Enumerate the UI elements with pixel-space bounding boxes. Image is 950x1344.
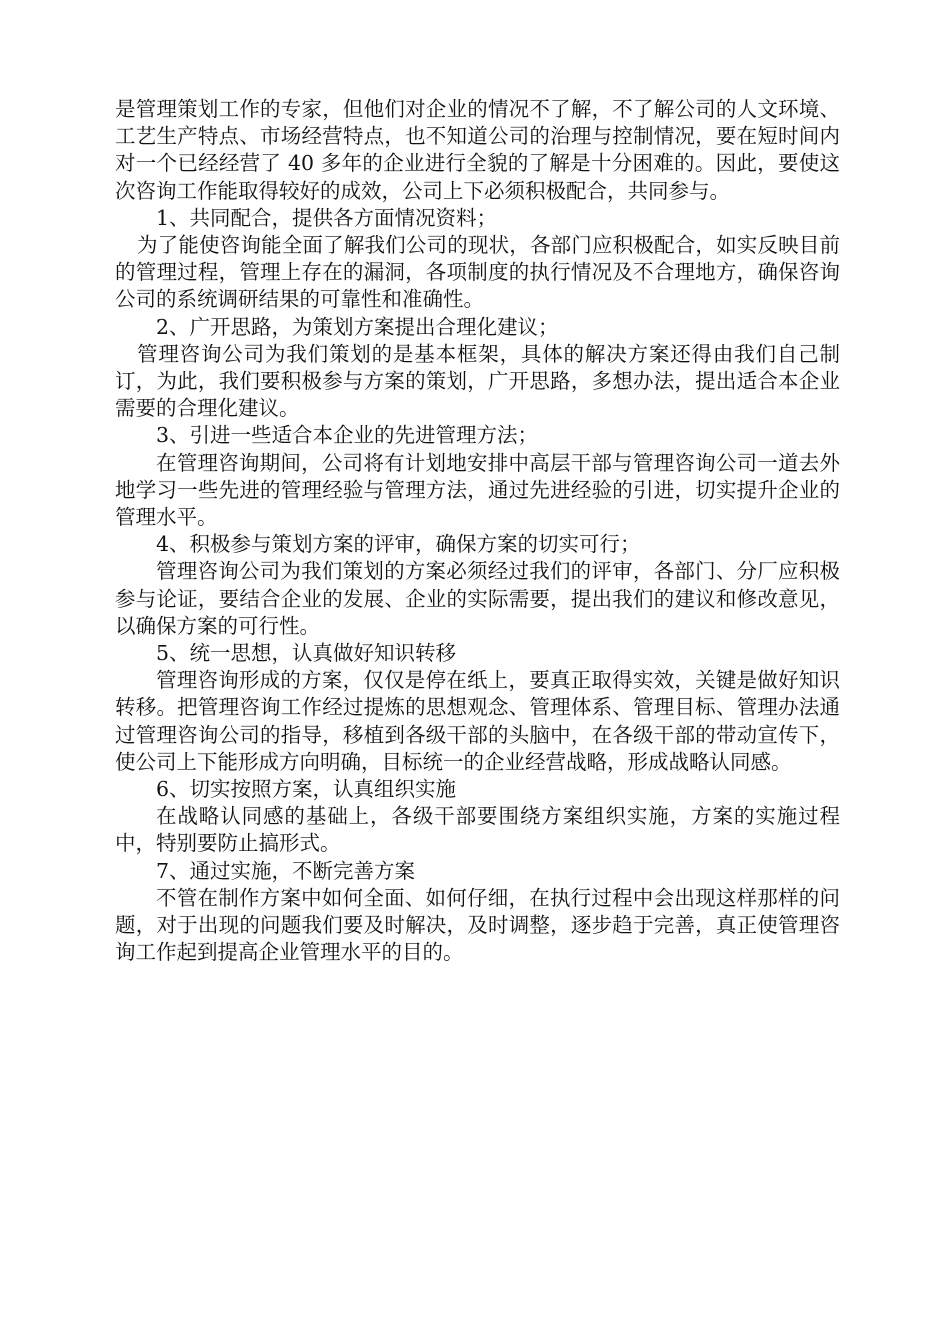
paragraph-2: 管理咨询公司为我们策划的是基本框架，具体的解决方案还得由我们自己制订，为此，我们要积极参与方案的策划，广开思路，多想办法，提出适合本企业需要的合理化建议。	[115, 341, 840, 421]
paragraph-3: 在管理咨询期间，公司将有计划地安排中高层干部与管理咨询公司一道去外地学习一些先进的管理经验与管理方法，通过先进经验的引进，切实提升企业的管理水平。	[115, 450, 840, 530]
paragraph-4: 管理咨询公司为我们策划的方案必须经过我们的评审，各部门、分厂应积极参与论证，要结合企业的发展、企业的实际需要，提出我们的建议和修改意见，以确保方案的可行性。	[115, 559, 840, 638]
paragraph-intro: 是管理策划工作的专家，但他们对企业的情况不了解，不了解公司的人文环境、工艺生产特点、市场经营特点，也不知道公司的治理与控制情况，要在短时间内对一个已经经营了 40 多年的企业进行全貌的了解是十分困难的。因此，要使这次咨询工作能取得较好的成效，公司上下必须积极配合，共同参与。	[115, 97, 840, 203]
section-heading-2: 2、广开思路，为策划方案提出合理化建议；	[156, 314, 559, 339]
document-body	[115, 96, 840, 967]
paragraph-6: 在战略认同感的基础上，各级干部要围绕方案组织实施，方案的实施过程中，特别要防止搞形式。	[115, 804, 840, 856]
section-heading-3: 3、引进一些适合本企业的先进管理方法；	[156, 423, 539, 448]
section-heading-5: 5、统一思想，认真做好知识转移	[156, 641, 457, 666]
section-heading-4: 4、积极参与策划方案的评审，确保方案的切实可行；	[156, 532, 641, 557]
section-heading-1: 1、共同配合，提供各方面情况资料；	[156, 205, 498, 230]
paragraph-5: 管理咨询形成的方案，仅仅是停在纸上，要真正取得实效，关键是做好知识转移。把管理咨询工作经过提炼的思想观念、管理体系、管理目标、管理办法通过管理咨询公司的指导，移植到各级干部的头脑中，在各级干部的带动宣传下，使公司上下能形成方向明确，目标统一的企业经营战略，形成战略认同感。	[115, 668, 840, 774]
section-heading-6: 6、切实按照方案，认真组织实施	[156, 777, 457, 802]
paragraph-1: 为了能使咨询能全面了解我们公司的现状，各部门应积极配合，如实反映目前的管理过程，管理上存在的漏洞，各项制度的执行情况及不合理地方，确保咨询公司的系统调研结果的可靠性和准确性。	[115, 233, 840, 312]
paragraph-7: 不管在制作方案中如何全面、如何仔细，在执行过程中会出现这样那样的问题，对于出现的问题我们要及时解决，及时调整，逐步趋于完善，真正使管理咨询工作起到提高企业管理水平的目的。	[115, 885, 840, 965]
section-heading-7: 7、通过实施，不断完善方案	[156, 858, 416, 883]
